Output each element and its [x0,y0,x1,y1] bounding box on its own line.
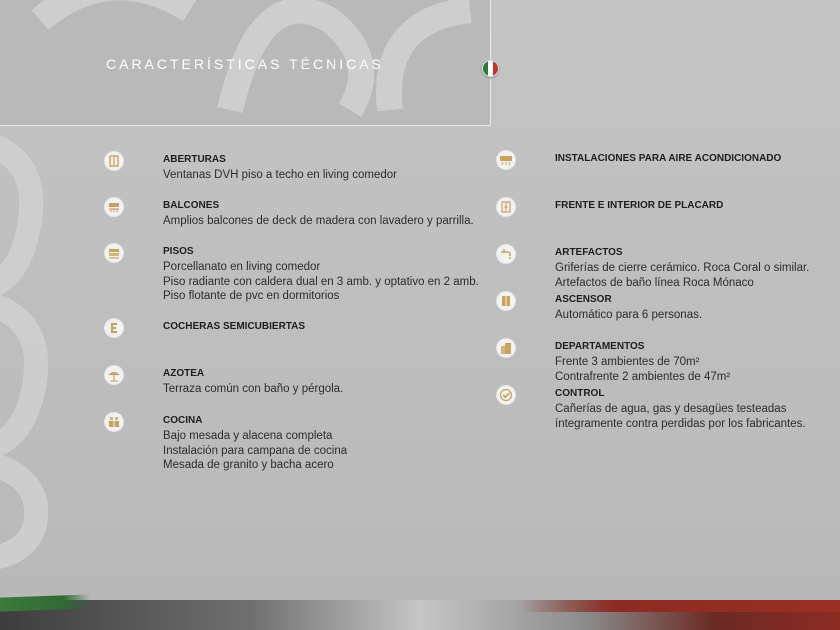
feature-line: Terraza común con baño y pérgola. [163,383,344,395]
feature-line: Bajo mesada y alacena completa [163,430,333,442]
feature-line: íntegramente contra perdidas por los fabricantes. [555,417,806,430]
feature-description [163,382,343,397]
feature-title: PISOS [163,246,194,257]
air-conditioner-icon [497,151,515,169]
feature-title: AZOTEA [163,368,205,379]
feature-title: ABERTURAS [163,154,226,165]
feature-title: INSTALACIONES PARA AIRE ACONDICIONADO [555,153,782,164]
floor-icon [105,244,123,262]
feature-title: COCHERAS SEMICUBIERTAS [163,321,306,332]
closet-icon [497,198,515,216]
feature-line: Automático para 6 personas. [555,309,703,321]
feature-line: Piso flotante de pvc en dormitorios [163,290,340,302]
feature-title: DEPARTAMENTOS [555,341,645,352]
building-icon [497,339,515,357]
feature-line: Cañerías de agua, gas y desagües testeadas [555,403,787,415]
faucet-icon [497,245,515,263]
feature-line: Frente 3 ambientes de 70m² [555,356,700,368]
feature-line: Ventanas DVH piso a techo en living comedor [163,169,397,181]
feature-line: Porcellanato en living comedor [163,261,321,273]
feature-line: Griferías de cierre cerámico. Roca Coral o similar. [555,262,810,274]
feature-title: ASCENSOR [555,294,612,305]
language-flag-icon[interactable] [482,60,499,77]
feature-description [163,260,479,304]
kitchen-icon [105,413,123,431]
feature-line: Artefactos de baño línea Roca Mónaco [555,276,754,289]
checkmark-icon [497,386,515,404]
feature-title: BALCONES [163,200,220,211]
feature-description [163,168,397,183]
page-title: CARACTERÍSTICAS TÉCNICAS [106,56,384,72]
flag-red-band [493,61,498,76]
feature-description [555,402,806,431]
feature-title: FRENTE E INTERIOR DE PLACARD [555,200,724,211]
feature-description [555,261,809,290]
elevator-icon [497,292,515,310]
window-icon [105,152,123,170]
feature-line: Piso radiante con caldera dual en 3 amb. y optativo en 2 amb. [163,275,479,288]
feature-line: Instalación para campana de cocina [163,444,348,457]
red-accent-stripe [520,600,840,612]
feature-description [163,429,347,473]
balcony-icon [105,198,123,216]
feature-description [163,214,474,229]
feature-title: ARTEFACTOS [555,247,623,258]
feature-description [555,355,730,384]
feature-title: COCINA [163,415,203,426]
feature-description [555,308,702,323]
feature-title: CONTROL [555,388,605,399]
feature-line: Contrafrente 2 ambientes de 47m² [555,370,731,383]
terrace-umbrella-icon [105,366,123,384]
feature-line: Amplios balcones de deck de madera con lavadero y parrilla. [163,215,474,227]
feature-line: Mesada de granito y bacha acero [163,459,334,471]
parking-icon [105,319,123,337]
